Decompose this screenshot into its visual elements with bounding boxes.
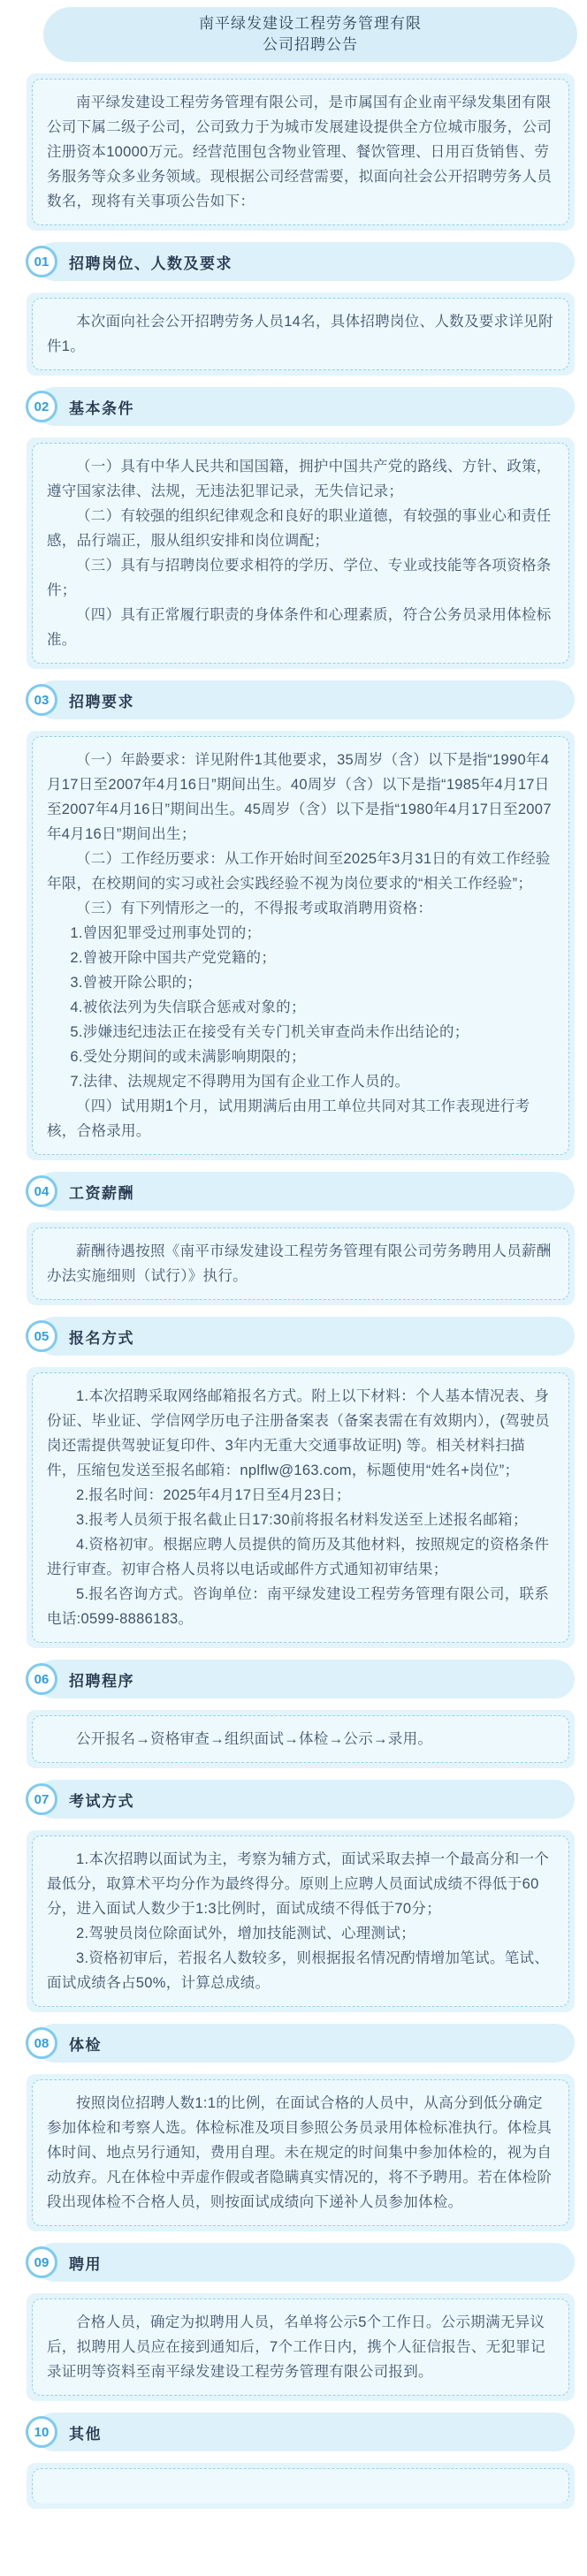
- section-10-card-truncated: [27, 2463, 575, 2509]
- section-01-card: [27, 293, 575, 376]
- dashed-box: [32, 736, 569, 1155]
- intro-card: [27, 73, 575, 231]
- paragraph: （一）年龄要求：详见附件1其他要求，35周岁（含）以下是指“1990年4月17日至2007年4月16日”期间出生。40周岁（含）以下是指“1985年4月17日至2007年4月16日”期间出生。45周岁（含）以下是指“1980年4月17日至2007年4月16日”期间出生；: [47, 752, 552, 842]
- paragraph: 2.报名时间：2025年4月17日至4月23日；: [76, 1487, 351, 1503]
- paragraph: 7.法律、法规规定不得聘用为国有企业工作人员的。: [70, 1074, 410, 1090]
- section-title: 其他: [69, 2425, 102, 2443]
- section-title: 考试方式: [69, 1792, 134, 1810]
- paragraph: 按照岗位招聘人数1:1的比例，在面试合格的人员中，从高分到低分确定参加体检和考察人选。体检标准及项目参照公务员录用体检标准执行。体检具体时间、地点另行通知，费用自理。未在规定的时间集中参加体检的，视为自动放弃。凡在体检中弄虚作假或者隐瞒真实情况的，将不予聘用。若在体检阶段出现体检不合格人员，则按面试成绩向下递补人员参加体检。: [47, 2095, 553, 2210]
- dashed-box: [32, 298, 569, 370]
- dashed-box: [32, 1715, 569, 1763]
- section-number-badge: 07: [26, 1783, 57, 1815]
- section-01-header: [35, 242, 575, 281]
- intro-paragraph: 南平绿发建设工程劳务管理有限公司，是市属国有企业南平绿发集团有限公司下属二级子公司，公司致力于为城市发展建设提供全方位城市服务，公司注册资本10000万元。经营范围包含物业管理、餐饮管理、日用百货销售、劳务服务等众多业务领域。现根据公司经营需要，拟面向社会公开招聘劳务人员数名，现将有关事项公告如下：: [47, 95, 553, 209]
- dashed-box: [32, 1835, 569, 2007]
- section-number-badge: 05: [26, 1320, 57, 1352]
- section-title: 聘用: [69, 2255, 102, 2273]
- section-08-header: [35, 2024, 575, 2063]
- paragraph: （三）有下列情形之一的，不得报考或取消聘用资格：: [76, 900, 433, 916]
- section-03-header: [35, 680, 575, 719]
- paragraph: 1.本次招聘以面试为主，考察为辅方式，面试采取去掉一个最高分和一个最低分，取算术平均分作为最终得分。原则上应聘人员面试成绩不得低于60分，进入面试人数少于1:3比例时，面试成绩不得低于70分；: [47, 1851, 550, 1917]
- section-number-badge: 01: [26, 246, 57, 277]
- section-title: 体检: [69, 2036, 102, 2054]
- paragraph: 合格人员，确定为拟聘用人员，名单将公示5个工作日。公示期满无异议后，拟聘用人员应在接到通知后，7个工作日内，携个人征信报告、无犯罪记录证明等资料至南平绿发建设工程劳务管理有限公司报到。: [47, 2314, 545, 2380]
- section-number-badge: 04: [26, 1175, 57, 1207]
- section-number-badge: 09: [26, 2246, 57, 2278]
- paragraph: （四）试用期1个月，试用期满后由用工单位共同对其工作表现进行考核，合格录用。: [47, 1098, 530, 1139]
- paragraph: （二）工作经历要求：从工作开始时间至2025年3月31日的有效工作经验年限，在校期间的实习或社会实践经验不视为岗位要求的“相关工作经验”；: [47, 851, 551, 892]
- section-10-header: [35, 2413, 575, 2451]
- section-08-card: [27, 2074, 575, 2231]
- section-07-card: [27, 1830, 575, 2012]
- paragraph: 5.涉嫌违纪违法正在接受有关专门机关审查尚未作出结论的；: [70, 1024, 469, 1040]
- section-title: 工资薪酬: [69, 1184, 134, 1202]
- paragraph: （四）具有正常履行职责的身体条件和心理素质，符合公务员录用体检标准。: [47, 607, 552, 648]
- paragraph: 1.曾因犯罪受过刑事处罚的；: [70, 925, 262, 941]
- paragraph: 本次面向社会公开招聘劳务人员14名，具体招聘岗位、人数及要求详见附件1。: [47, 314, 553, 354]
- section-number-badge: 03: [26, 684, 57, 716]
- section-number-badge: 10: [26, 2416, 57, 2448]
- announcement-title: 公司招聘公告: [263, 36, 358, 53]
- paragraph: 公开报名→资格审查→组织面试→体检→公示→录用。: [76, 1731, 433, 1747]
- paragraph: 3.曾被开除公职的；: [70, 975, 202, 991]
- section-05-card: [27, 1367, 575, 1648]
- dashed-box: [32, 79, 569, 225]
- company-name: 南平绿发建设工程劳务管理有限: [199, 15, 422, 32]
- announcement-page: [0, 7, 587, 2509]
- dashed-box: [32, 1372, 569, 1643]
- announcement-title-card: [43, 7, 577, 62]
- sections-container: [0, 242, 587, 2509]
- paragraph: 2.驾驶员岗位除面试外，增加技能测试、心理测试；: [76, 1926, 415, 1941]
- section-07-header: [35, 1780, 575, 1819]
- dashed-box: [32, 2079, 569, 2226]
- paragraph: （三）具有与招聘岗位要求相符的学历、学位、专业或技能等各项资格条件；: [47, 558, 552, 598]
- paragraph: 6.受处分期间的或未满影响期限的；: [70, 1049, 306, 1065]
- paragraph: 4.资格初审。根据应聘人员提供的简历及其他材料，按照规定的资格条件进行审查。初审合格人员将以电话或邮件方式通知初审结果；: [47, 1537, 550, 1577]
- paragraph: 2.曾被开除中国共产党党籍的；: [70, 950, 277, 966]
- section-06-card: [27, 1710, 575, 1768]
- section-number-badge: 08: [26, 2027, 57, 2059]
- section-03-card: [27, 731, 575, 1160]
- dashed-box: [32, 2468, 569, 2504]
- paragraph: （二）有较强的组织纪律观念和良好的职业道德，有较强的事业心和责任感，品行端正，服从组织安排和岗位调配；: [47, 508, 552, 549]
- section-number-badge: 02: [26, 391, 57, 422]
- dashed-box: [32, 2299, 569, 2396]
- section-02-header: [35, 387, 575, 426]
- section-number-badge: 06: [26, 1663, 57, 1695]
- section-04-card: [27, 1222, 575, 1305]
- paragraph: （一）具有中华人民共和国国籍，拥护中国共产党的路线、方针、政策，遵守国家法律、法规，无违法犯罪记录，无失信记录；: [47, 459, 552, 499]
- paragraph: 薪酬待遇按照《南平市绿发建设工程劳务管理有限公司劳务聘用人员薪酬办法实施细则（试行）》执行。: [47, 1243, 552, 1284]
- section-title: 招聘程序: [69, 1672, 134, 1690]
- paragraph: 5.报名咨询方式。咨询单位：南平绿发建设工程劳务管理有限公司，联系电话:0599-8886183。: [47, 1586, 550, 1627]
- paragraph: 3.资格初审后，若报名人数较多，则根据报名情况酌情增加笔试。笔试、面试成绩各占50%，计算总成绩。: [47, 1950, 550, 1991]
- section-title: 招聘要求: [69, 693, 134, 710]
- dashed-box: [32, 443, 569, 664]
- section-title: 报名方式: [69, 1329, 134, 1347]
- paragraph: 4.被依法列为失信联合惩戒对象的；: [70, 999, 306, 1015]
- section-title: 招聘岗位、人数及要求: [69, 255, 233, 272]
- section-title: 基本条件: [69, 399, 134, 417]
- dashed-box: [32, 1227, 569, 1300]
- section-09-card: [27, 2293, 575, 2401]
- section-09-header: [35, 2243, 575, 2282]
- paragraph: 3.报考人员须于报名截止日17:30前将报名材料发送至上述报名邮箱；: [76, 1512, 528, 1528]
- section-06-header: [35, 1660, 575, 1698]
- section-02-card: [27, 437, 575, 669]
- section-04-header: [35, 1172, 575, 1211]
- section-05-header: [35, 1317, 575, 1356]
- paragraph: 1.本次招聘采取网络邮箱报名方式。附上以下材料：个人基本情况表、身份证、毕业证、学信网学历电子注册备案表（备案表需在有效期内），(驾驶员岗还需提供驾驶证复印件、3年内无重大交通事故证明) 等。相关材料扫描件，压缩包发送至报名邮箱：nplflw@163.com，标题使用“姓名+岗位”；: [47, 1388, 550, 1478]
